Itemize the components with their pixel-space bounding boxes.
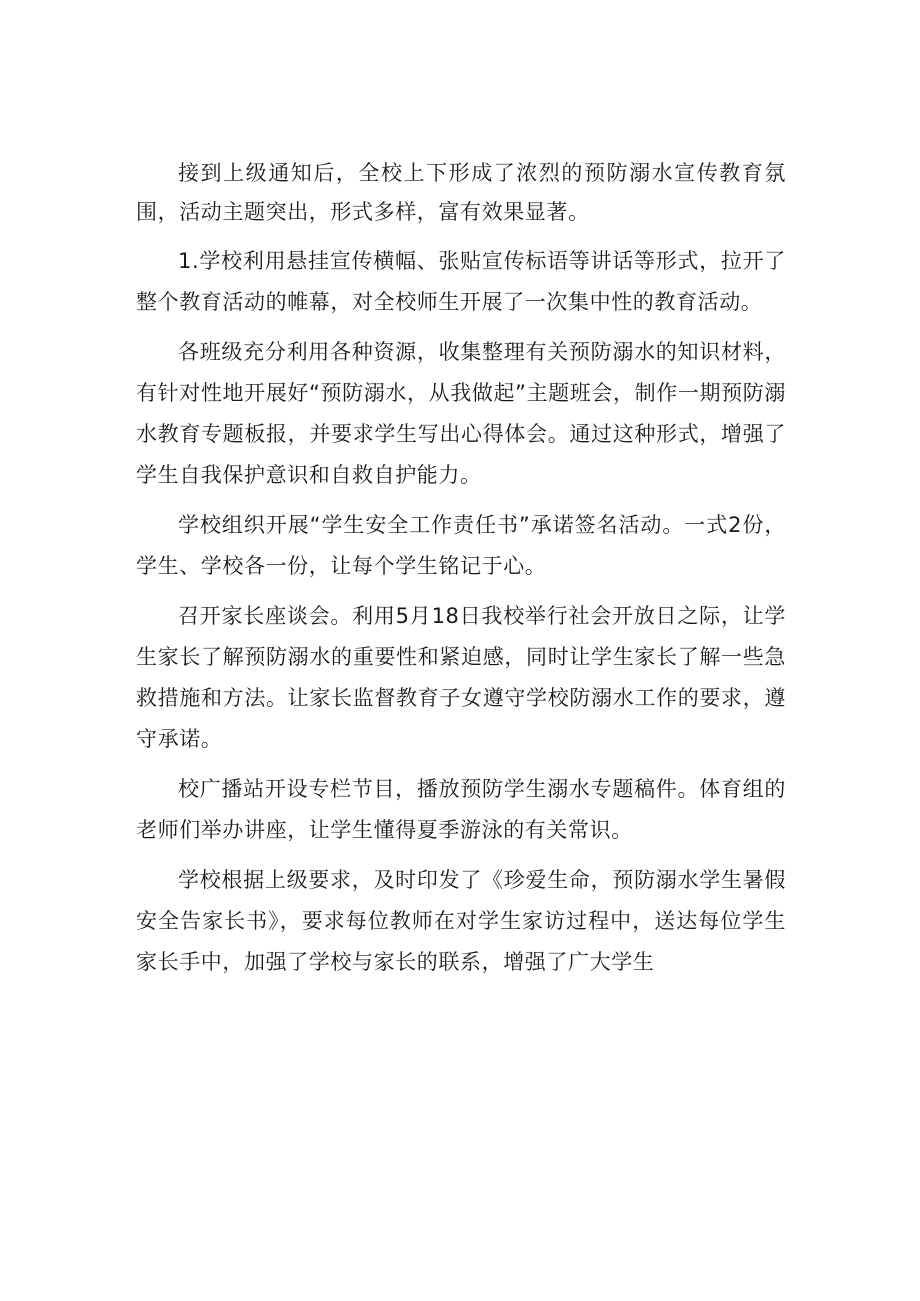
paragraph-banners: 1.学校利用悬挂宣传横幅、张贴宣传标语等讲话等形式，拉开了整个教育活动的帷幕，对全校师生开展了一次集中性的教育活动。 <box>136 249 786 314</box>
paragraph-safety-pledge: 学校组织开展“学生安全工作责任书”承诺签名活动。一式2份，学生、学校各一份，让每个学生铭记于心。 <box>136 513 786 578</box>
paragraph-parent-meeting: 召开家长座谈会。利用5月18日我校举行社会开放日之际，让学生家长了解预防溺水的重要性和紧迫感，同时让学生家长了解一些急救措施和方法。让家长监督教育子女遵守学校防溺水工作的要求，遵守承诺。 <box>136 604 786 751</box>
paragraph-intro: 接到上级通知后，全校上下形成了浓烈的预防溺水宣传教育氛围，活动主题突出，形式多样，富有效果显著。 <box>136 161 786 224</box>
paragraph-parent-letter: 学校根据上级要求，及时印发了《珍爱生命，预防溺水学生暑假安全告家长书》，要求每位教师在对学生家访过程中，送达每位学生家长手中，加强了学校与家长的联系，增强了广大学生 <box>136 868 786 974</box>
document-body <box>136 154 786 992</box>
paragraph-class-meetings: 各班级充分利用各种资源，收集整理有关预防溺水的知识材料，有针对性地开展好“预防溺水，从我做起”主题班会，制作一期预防溺水教育专题板报，并要求学生写出心得体会。通过这种形式，增强了学生自我保护意识和自救自护能力。 <box>136 340 786 487</box>
paragraph-broadcast: 校广播站开设专栏节目，播放预防学生溺水专题稿件。体育组的老师们举办讲座，让学生懂得夏季游泳的有关常识。 <box>136 777 786 842</box>
